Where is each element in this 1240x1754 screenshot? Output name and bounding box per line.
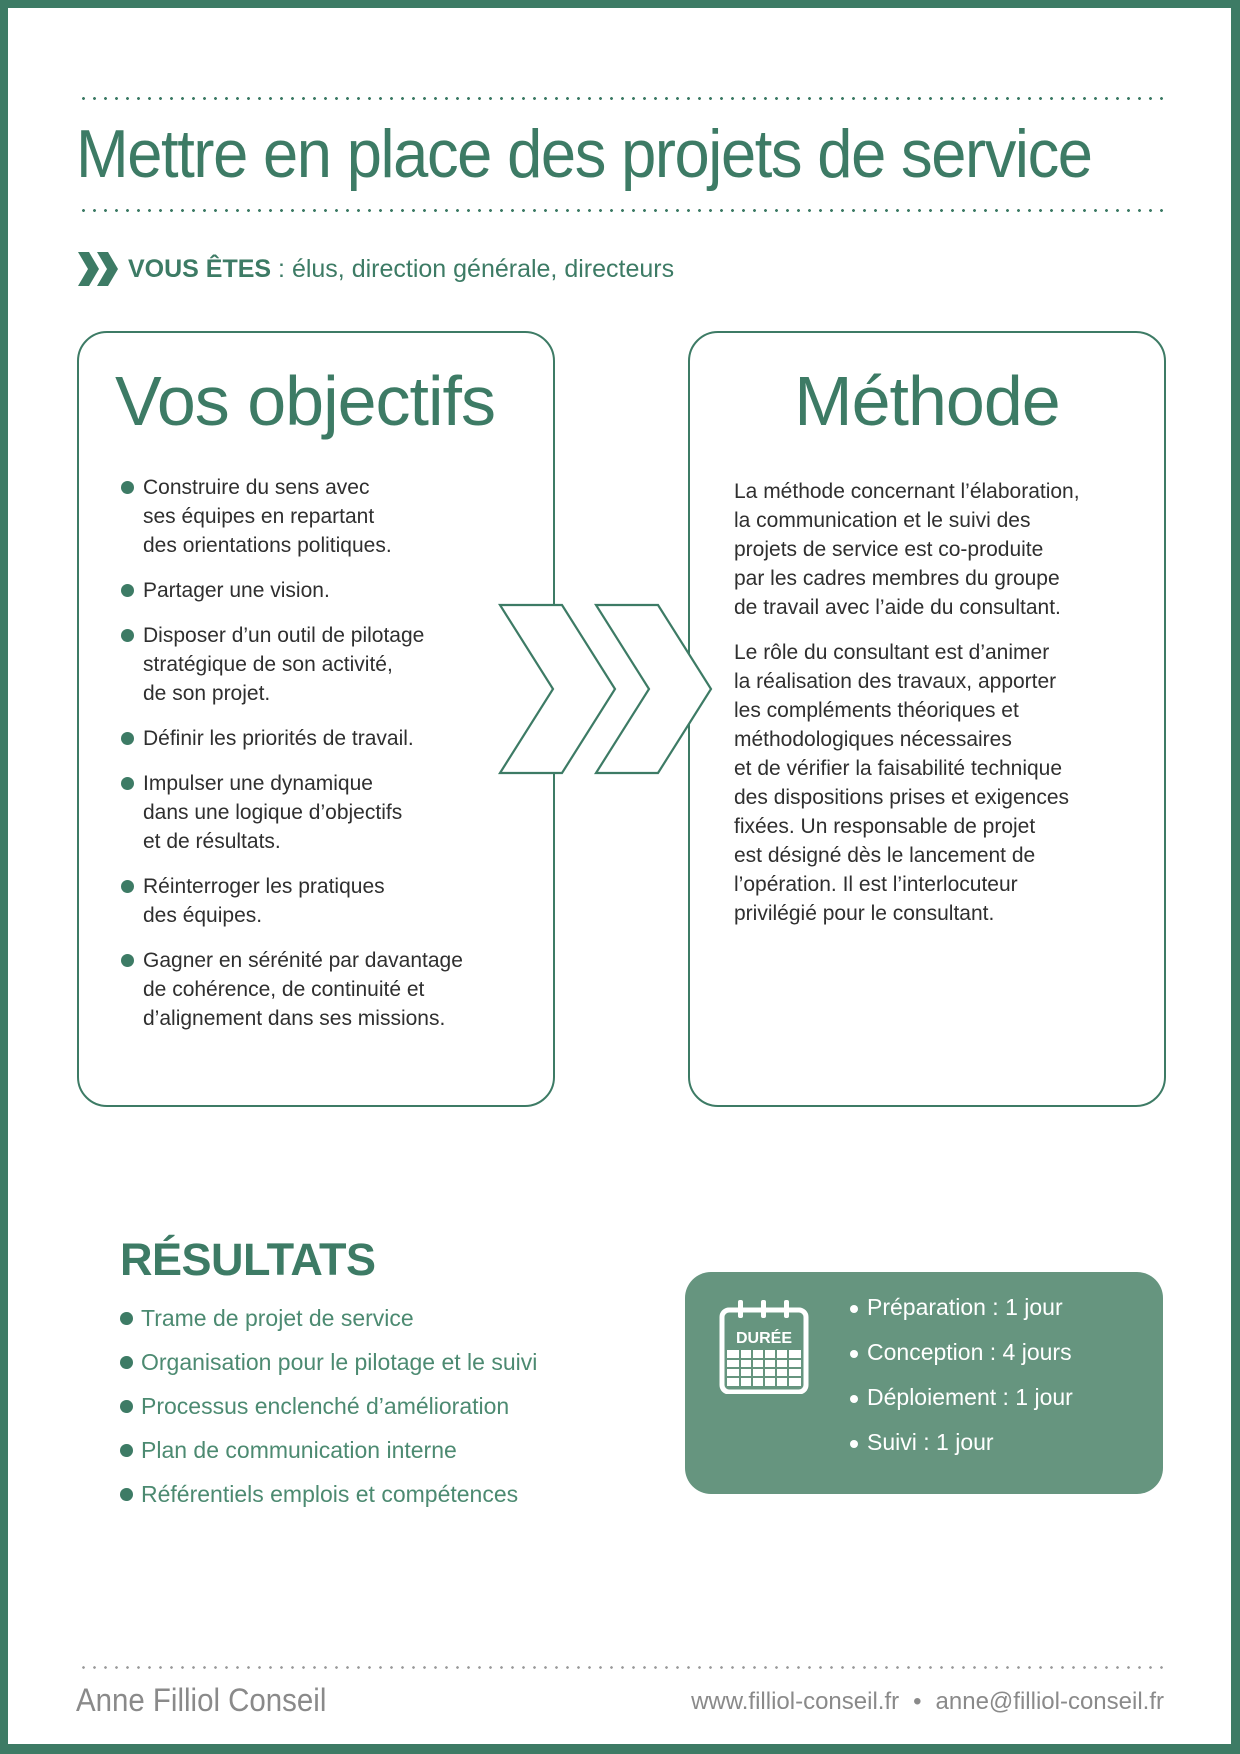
bullet-icon [120,1356,133,1369]
objective-text: Réinterroger les pratiques des équipes. [143,875,385,927]
title-divider-bottom [78,209,1164,212]
bullet-icon [121,732,134,745]
method-box [688,331,1166,1107]
calendar-icon [719,1298,809,1394]
audience-line [78,252,674,286]
result-item [120,1435,537,1465]
objective-item [121,473,553,560]
bullet-icon [850,1305,858,1313]
objective-item [121,724,553,753]
objective-item [121,576,553,605]
result-text: Référentiels emplois et compétences [141,1481,519,1507]
duration-item [850,1337,1073,1367]
bullet-icon [120,1312,133,1325]
footer-contact [691,1686,1164,1718]
footer-separator: • [913,1688,922,1715]
bullet-icon [121,777,134,790]
bullet-icon [120,1400,133,1413]
duration-item [850,1292,1073,1322]
objective-text: Disposer d’un outil de pilotage stratégique de son activité, de son projet. [143,624,425,705]
result-item [120,1391,537,1421]
result-text: Trame de projet de service [141,1305,414,1331]
objective-item [121,946,553,1033]
bullet-icon [120,1488,133,1501]
objective-text: Partager une vision. [143,579,330,602]
objectives-box [77,331,555,1107]
method-paragraph: La méthode concernant l’élaboration, la communication et le suivi des projets de service est co-produite par les cadres membres du groupe de travail avec l’aide du consultant. [734,480,1080,619]
duration-box [685,1272,1163,1494]
footer-divider [78,1666,1164,1669]
result-text: Plan de communication interne [141,1437,457,1463]
company-name: Anne Filliol Conseil [76,1682,327,1718]
bullet-icon [850,1395,858,1403]
audience-label: VOUS ÊTES [128,254,272,283]
audience-separator: : [271,254,292,283]
result-text: Organisation pour le pilotage et le suivi [141,1349,538,1375]
duration-list [850,1292,1073,1472]
bullet-icon [121,481,134,494]
method-title: Méthode [794,362,1060,440]
audience-value: élus, direction générale, directeurs [291,254,675,283]
duration-item [850,1382,1073,1412]
objective-item [121,872,553,930]
bullet-icon [850,1350,858,1358]
bullet-icon [121,880,134,893]
email-link[interactable]: anne@filliol-conseil.fr [935,1688,1164,1715]
bullet-icon [120,1444,133,1457]
result-item [120,1347,537,1377]
objective-item [121,769,553,856]
results-title: RÉSULTATS [120,1234,376,1285]
result-text: Processus enclenché d’amélioration [141,1393,510,1419]
results-list [120,1303,537,1523]
website-link[interactable]: www.filliol-conseil.fr [691,1688,900,1715]
result-item [120,1303,537,1333]
objective-text: Impulser une dynamique dans une logique d’objectifs et de résultats. [143,772,403,853]
method-body [690,477,1164,928]
bullet-icon [121,629,134,642]
method-paragraph: Le rôle du consultant est d’animer la réalisation des travaux, apporter les compléments théoriques et méthodologiques nécessaires et de vérifier la faisabilité technique des dispositions prises et exigences fixées. Un responsable de projet est désigné dès le lancement de l’opération. Il est l’interlocuteur privilégié pour le consultant. [734,641,1070,925]
duration-text: Suivi : 1 jour [867,1429,994,1455]
objectives-list [121,473,553,1033]
page-title: Mettre en place des projets de service [76,116,1092,192]
result-item [120,1479,537,1509]
calendar-label: DURÉE [735,1330,793,1347]
duration-text: Préparation : 1 jour [867,1294,1063,1320]
double-arrow-icon [498,603,716,775]
bullet-icon [121,954,134,967]
objectives-title: Vos objectifs [115,362,495,440]
objective-text: Gagner en sérénité par davantage de cohérence, de continuité et d’alignement dans ses missions. [143,949,463,1030]
bullet-icon [850,1440,858,1448]
bullet-icon [121,584,134,597]
objective-item [121,621,553,708]
double-chevron-icon [78,252,120,286]
arrow-chevron-1 [500,605,615,773]
objective-text: Construire du sens avec ses équipes en repartant des orientations politiques. [143,476,392,557]
duration-text: Conception : 4 jours [867,1339,1072,1365]
duration-text: Déploiement : 1 jour [867,1384,1073,1410]
duration-item [850,1427,1073,1457]
objective-text: Définir les priorités de travail. [143,727,414,750]
title-divider-top [78,97,1164,100]
